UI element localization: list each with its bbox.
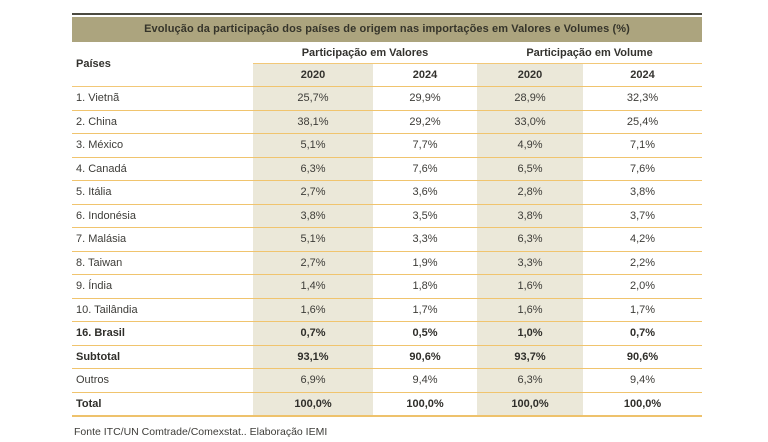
source-note: Fonte ITC/UN Comtrade/Comexstat.. Elaboração IEMI xyxy=(74,426,328,438)
volume-2020-cell: 93,7% xyxy=(477,345,583,369)
table-row xyxy=(72,134,702,158)
table-row xyxy=(72,298,702,322)
valores-2020-cell: 6,9% xyxy=(253,369,373,393)
valores-2020-cell: 100,0% xyxy=(253,392,373,416)
table-row xyxy=(72,204,702,228)
table-top-rule xyxy=(72,13,702,15)
volume-2024-cell: 3,8% xyxy=(583,181,702,205)
valores-2020-header: 2020 xyxy=(253,64,373,87)
volume-2024-cell: 9,4% xyxy=(583,369,702,393)
valores-2020-cell: 1,6% xyxy=(253,298,373,322)
volume-2020-cell: 28,9% xyxy=(477,87,583,111)
table-row xyxy=(72,181,702,205)
volume-2020-cell: 33,0% xyxy=(477,110,583,134)
volume-2024-cell: 0,7% xyxy=(583,322,702,346)
country-cell: 4. Canadá xyxy=(72,157,253,181)
valores-2024-cell: 1,7% xyxy=(373,298,477,322)
country-cell: Subtotal xyxy=(72,345,253,369)
volume-2024-cell: 7,1% xyxy=(583,134,702,158)
table-row-subtotal xyxy=(72,345,702,369)
volume-2024-header: 2024 xyxy=(583,64,702,87)
valores-2024-cell: 1,8% xyxy=(373,275,477,299)
valores-2024-cell: 7,7% xyxy=(373,134,477,158)
country-cell: 9. Índia xyxy=(72,275,253,299)
volume-2020-cell: 6,3% xyxy=(477,369,583,393)
country-cell: 2. China xyxy=(72,110,253,134)
volume-2024-cell: 3,7% xyxy=(583,204,702,228)
volume-2020-cell: 6,3% xyxy=(477,228,583,252)
valores-2024-cell: 3,3% xyxy=(373,228,477,252)
table-row xyxy=(72,87,702,111)
volume-2024-cell: 90,6% xyxy=(583,345,702,369)
valores-2024-cell: 3,5% xyxy=(373,204,477,228)
volume-2020-cell: 3,8% xyxy=(477,204,583,228)
table-row-total xyxy=(72,392,702,416)
volume-2020-cell: 100,0% xyxy=(477,392,583,416)
valores-2020-cell: 5,1% xyxy=(253,228,373,252)
column-group-header-row xyxy=(72,42,702,64)
valores-2024-cell: 1,9% xyxy=(373,251,477,275)
volume-2024-cell: 2,0% xyxy=(583,275,702,299)
volume-2020-cell: 1,6% xyxy=(477,298,583,322)
volume-2020-cell: 1,0% xyxy=(477,322,583,346)
volume-2024-cell: 2,2% xyxy=(583,251,702,275)
valores-2024-cell: 29,9% xyxy=(373,87,477,111)
valores-2020-cell: 6,3% xyxy=(253,157,373,181)
data-table xyxy=(72,42,702,417)
valores-2024-cell: 9,4% xyxy=(373,369,477,393)
country-cell: 6. Indonésia xyxy=(72,204,253,228)
table-row xyxy=(72,110,702,134)
valores-2024-cell: 29,2% xyxy=(373,110,477,134)
valores-2020-cell: 3,8% xyxy=(253,204,373,228)
valores-2020-cell: 2,7% xyxy=(253,181,373,205)
volume-2020-cell: 6,5% xyxy=(477,157,583,181)
table-row xyxy=(72,251,702,275)
volume-2024-cell: 25,4% xyxy=(583,110,702,134)
country-cell: 7. Malásia xyxy=(72,228,253,252)
country-cell: 5. Itália xyxy=(72,181,253,205)
volume-2020-cell: 4,9% xyxy=(477,134,583,158)
volume-2024-cell: 32,3% xyxy=(583,87,702,111)
volume-group-header: Participação em Volume xyxy=(477,42,702,64)
valores-2024-cell: 90,6% xyxy=(373,345,477,369)
valores-2024-header: 2024 xyxy=(373,64,477,87)
valores-group-header: Participação em Valores xyxy=(253,42,477,64)
valores-2020-cell: 2,7% xyxy=(253,251,373,275)
countries-column-header: Países xyxy=(72,42,253,87)
valores-2024-cell: 3,6% xyxy=(373,181,477,205)
country-cell: Outros xyxy=(72,369,253,393)
valores-2020-cell: 1,4% xyxy=(253,275,373,299)
volume-2020-header: 2020 xyxy=(477,64,583,87)
table-row-outros xyxy=(72,369,702,393)
volume-2024-cell: 100,0% xyxy=(583,392,702,416)
valores-2020-cell: 25,7% xyxy=(253,87,373,111)
table-row-brasil xyxy=(72,322,702,346)
volume-2020-cell: 3,3% xyxy=(477,251,583,275)
valores-2020-cell: 38,1% xyxy=(253,110,373,134)
country-cell: 16. Brasil xyxy=(72,322,253,346)
volume-2024-cell: 7,6% xyxy=(583,157,702,181)
country-cell: 3. México xyxy=(72,134,253,158)
valores-2020-cell: 0,7% xyxy=(253,322,373,346)
volume-2020-cell: 1,6% xyxy=(477,275,583,299)
table-row xyxy=(72,275,702,299)
country-cell: Total xyxy=(72,392,253,416)
valores-2020-cell: 93,1% xyxy=(253,345,373,369)
valores-2024-cell: 0,5% xyxy=(373,322,477,346)
table-row xyxy=(72,228,702,252)
volume-2024-cell: 1,7% xyxy=(583,298,702,322)
valores-2024-cell: 7,6% xyxy=(373,157,477,181)
valores-2020-cell: 5,1% xyxy=(253,134,373,158)
table-title: Evolução da participação dos países de origem nas importações em Valores e Volumes (%) xyxy=(72,17,702,42)
valores-2024-cell: 100,0% xyxy=(373,392,477,416)
table-row xyxy=(72,157,702,181)
country-cell: 1. Vietnã xyxy=(72,87,253,111)
volume-2024-cell: 4,2% xyxy=(583,228,702,252)
country-cell: 8. Taiwan xyxy=(72,251,253,275)
import-participation-table xyxy=(72,13,702,438)
country-cell: 10. Tailândia xyxy=(72,298,253,322)
volume-2020-cell: 2,8% xyxy=(477,181,583,205)
